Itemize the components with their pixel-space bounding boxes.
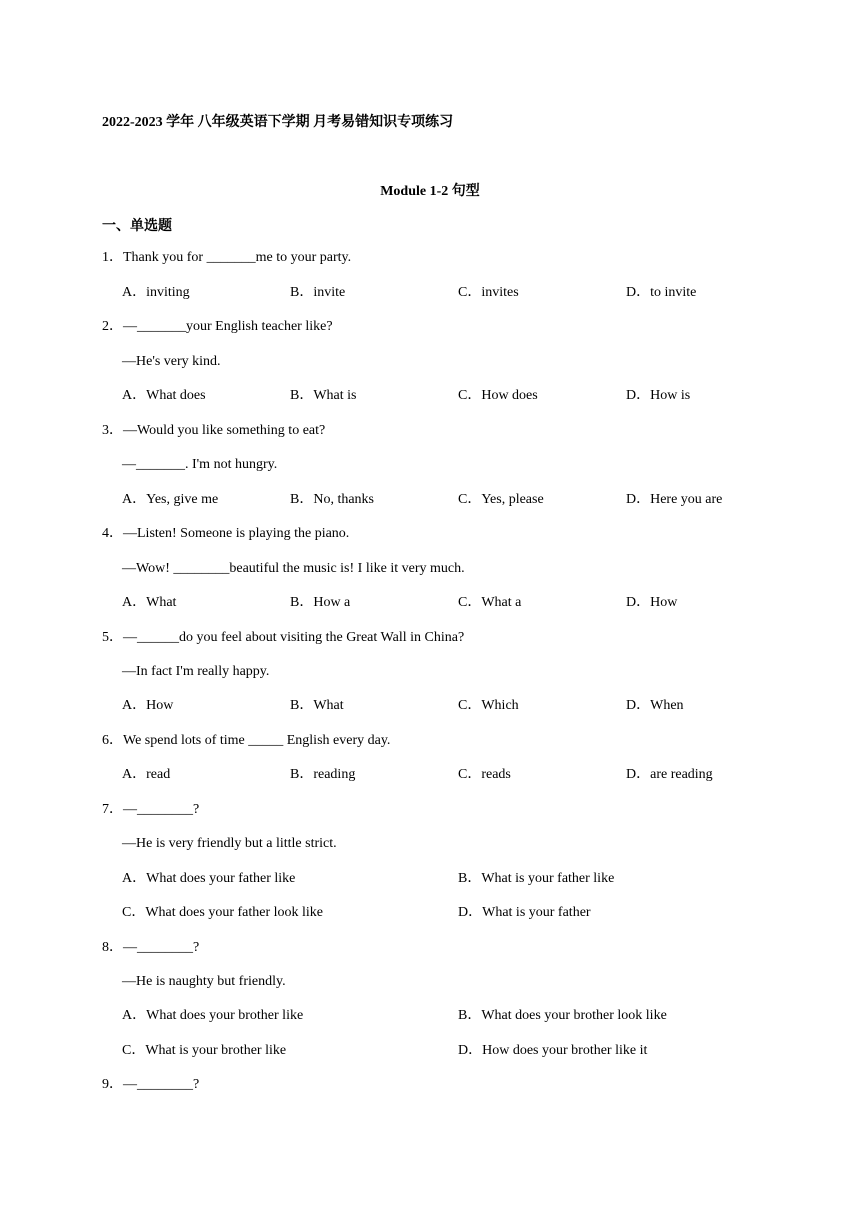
option-b: B．How a: [290, 595, 351, 610]
option-b: B．What does your brother look like: [458, 1008, 667, 1023]
option-b: B．invite: [290, 285, 346, 300]
option-c: C．How does: [458, 388, 538, 403]
option-b: B．No, thanks: [290, 492, 374, 507]
option-d: D．to invite: [626, 285, 697, 300]
option-d: D．How does your brother like it: [458, 1043, 648, 1058]
option-d: D．Here you are: [626, 492, 723, 507]
option-c: C．Yes, please: [458, 492, 544, 507]
question-stem: 7．—________?: [102, 802, 200, 817]
option-b: B．What is: [290, 388, 357, 403]
option-a: A．read: [122, 767, 171, 782]
option-c: C．Which: [458, 698, 519, 713]
option-d: D．are reading: [626, 767, 713, 782]
option-b: B．What: [290, 698, 344, 713]
question-stem: 4．—Listen! Someone is playing the piano.: [102, 526, 350, 541]
option-a: A．What does: [122, 388, 206, 403]
option-c: C．What a: [458, 595, 522, 610]
document-header: 2022-2023 学年 八年级英语下学期 月考易错知识专项练习: [102, 115, 454, 130]
option-d: D．When: [626, 698, 684, 713]
dialogue-response: —He is naughty but friendly.: [122, 974, 286, 989]
option-b: B．What is your father like: [458, 871, 615, 886]
option-a: A．inviting: [122, 285, 190, 300]
option-a: A．How: [122, 698, 174, 713]
section-heading: 一、单选题: [102, 219, 172, 234]
option-c: C．reads: [458, 767, 511, 782]
option-a: A．What does your father like: [122, 871, 296, 886]
option-d: D．How: [626, 595, 678, 610]
dialogue-response: —He's very kind.: [122, 354, 221, 369]
option-a: A．What does your brother like: [122, 1008, 304, 1023]
question-stem: 1．Thank you for _______me to your party.: [102, 250, 352, 265]
question-stem: 8．—________?: [102, 940, 200, 955]
option-a: A．What: [122, 595, 177, 610]
question-stem: 3．—Would you like something to eat?: [102, 423, 326, 438]
question-stem: 2．—_______your English teacher like?: [102, 319, 333, 334]
dialogue-response: —_______. I'm not hungry.: [122, 457, 278, 472]
dialogue-response: —He is very friendly but a little strict.: [122, 836, 337, 851]
option-d: D．What is your father: [458, 905, 591, 920]
question-stem: 5．—______do you feel about visiting the Great Wall in China?: [102, 630, 465, 645]
option-c: C．What does your father look like: [122, 905, 324, 920]
option-a: A．Yes, give me: [122, 492, 219, 507]
option-c: C．invites: [458, 285, 519, 300]
question-stem: 9．—________?: [102, 1077, 200, 1092]
document-subtitle: Module 1-2 句型: [380, 184, 480, 199]
option-b: B．reading: [290, 767, 356, 782]
dialogue-response: —In fact I'm really happy.: [122, 664, 270, 679]
dialogue-response: —Wow! ________beautiful the music is! I like it very much.: [122, 561, 465, 576]
option-d: D．How is: [626, 388, 691, 403]
question-stem: 6．We spend lots of time _____ English every day.: [102, 733, 391, 748]
option-c: C．What is your brother like: [122, 1043, 287, 1058]
